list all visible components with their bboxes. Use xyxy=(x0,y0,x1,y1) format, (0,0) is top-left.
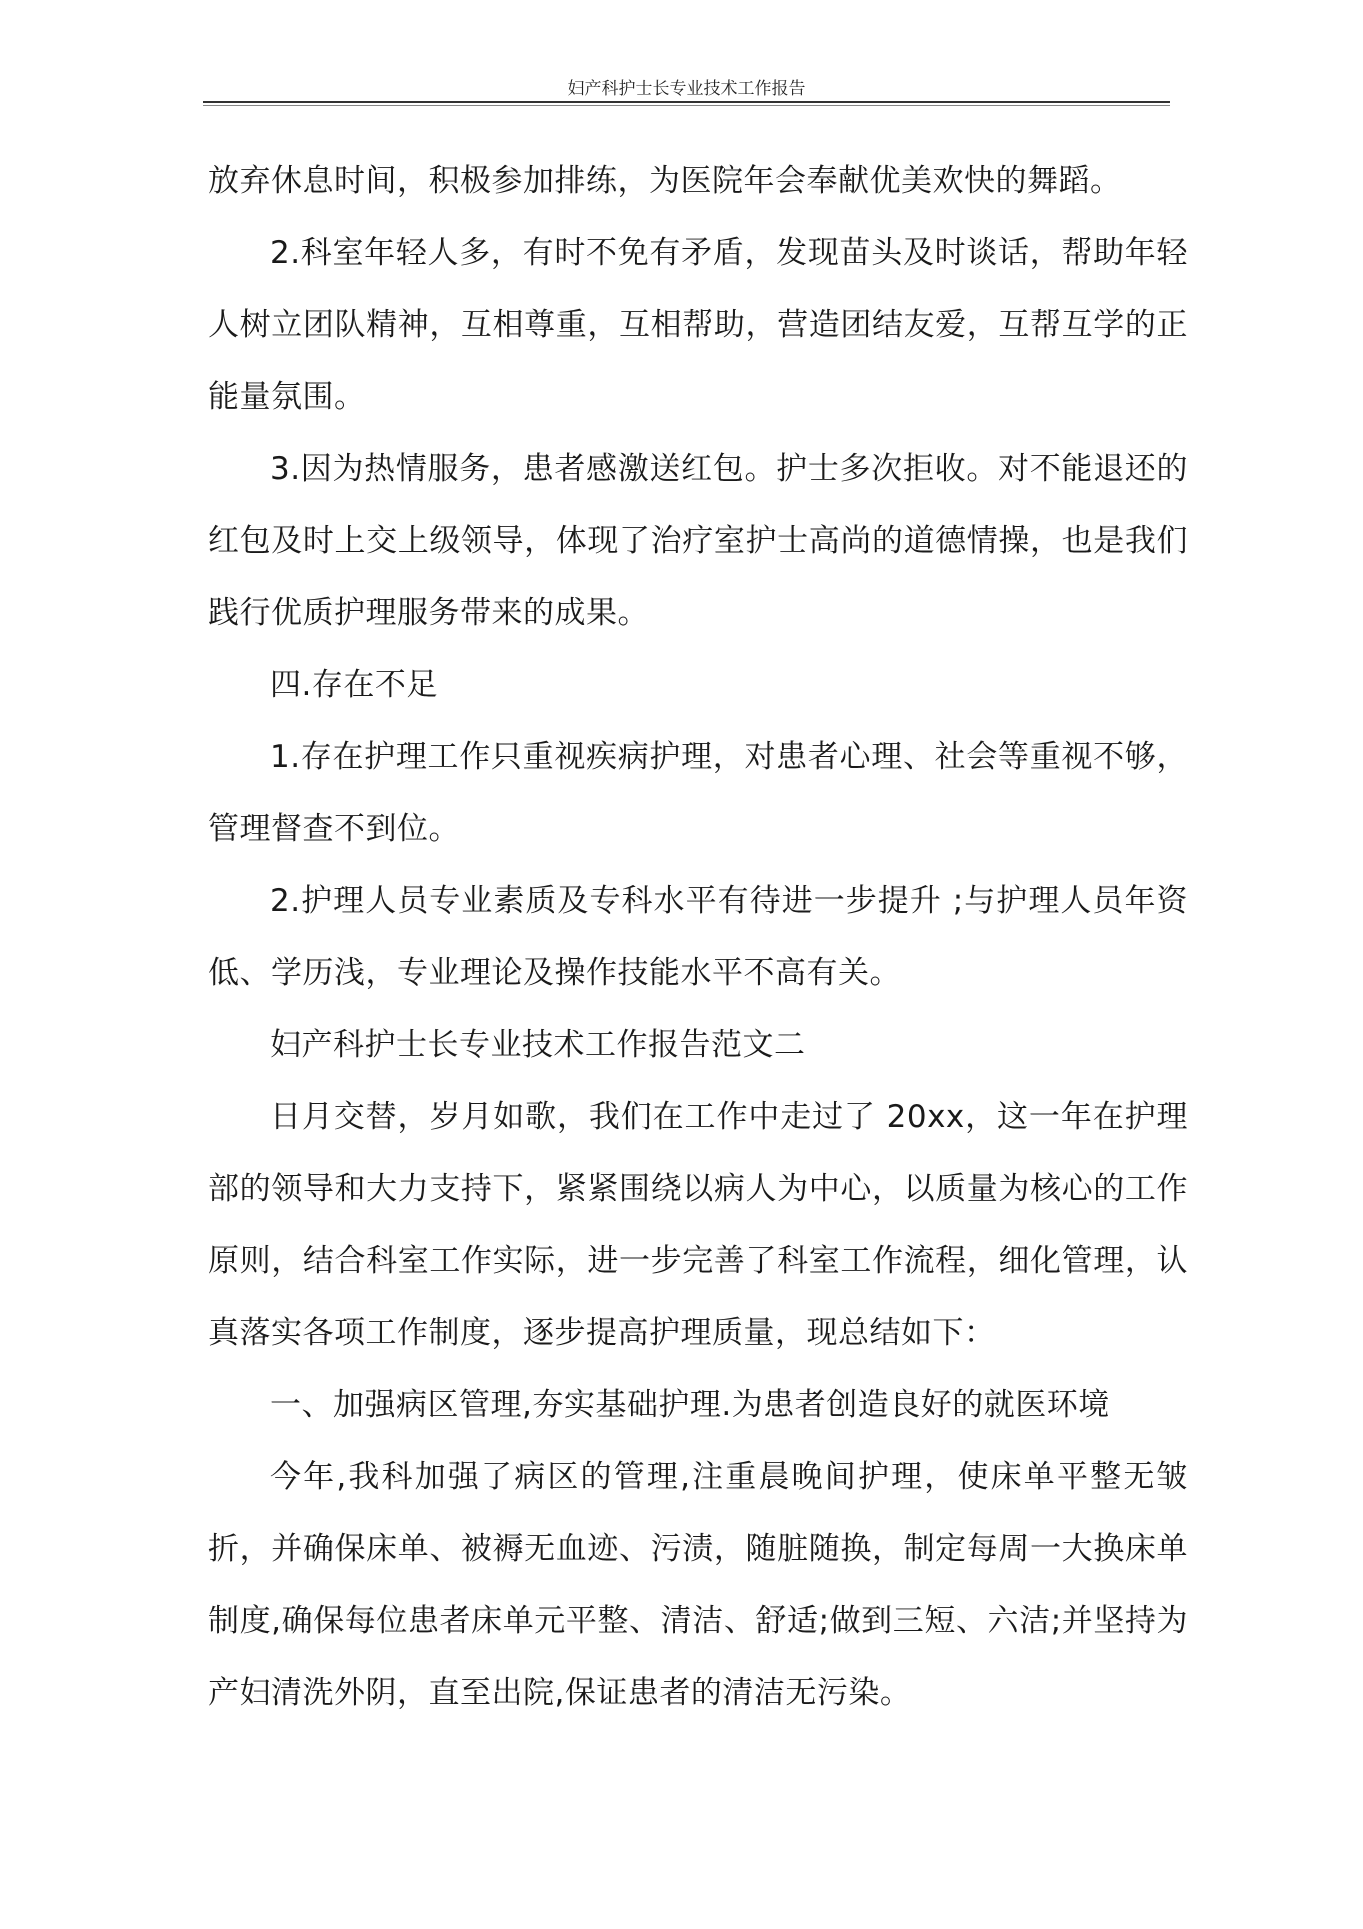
paragraph-10: 今年,我科加强了病区的管理,注重晨晚间护理，使床单平整无皱折，并确保床单、被褥无血迹、污渍，随脏随换，制定每周一大换床单制度,确保每位患者床单元平整、清洁、舒适;做到三短、六洁;并坚持为产妇清洗外阴，直至出院,保证患者的清洁无污染。 xyxy=(208,1459,1188,1711)
paragraph-5: 1.存在护理工作只重视疾病护理，对患者心理、社会等重视不够，管理督查不到位。 xyxy=(208,739,1188,847)
paragraph-3: 3.因为热情服务，患者感激送红包。护士多次拒收。对不能退还的红包及时上交上级领导，体现了治疗室护士高尚的道德情操，也是我们践行优质护理服务带来的成果。 xyxy=(208,451,1188,631)
report-title-two: 妇产科护士长专业技术工作报告范文二 xyxy=(270,1027,806,1063)
header-rule-thin xyxy=(203,105,1170,106)
paragraph-1: 放弃休息时间，积极参加排练，为医院年会奉献优美欢快的舞蹈。 xyxy=(208,163,1122,199)
paragraph-2: 2.科室年轻人多，有时不免有矛盾，发现苗头及时谈话，帮助年轻人树立团队精神，互相尊重，互相帮助，营造团结友爱，互帮互学的正能量氛围。 xyxy=(208,235,1188,415)
header-rule xyxy=(203,101,1170,103)
section-heading-shortcomings: 四.存在不足 xyxy=(270,667,438,703)
section-heading-ward-management: 一、加强病区管理,夯实基础护理.为患者创造良好的就医环境 xyxy=(270,1387,1110,1423)
paragraph-6: 2.护理人员专业素质及专科水平有待进一步提升 ;与护理人员年资低、学历浅，专业理论及操作技能水平不高有关。 xyxy=(208,883,1188,991)
document-body xyxy=(208,145,1188,1729)
paragraph-8: 日月交替，岁月如歌，我们在工作中走过了 20xx，这一年在护理部的领导和大力支持下，紧紧围绕以病人为中心，以质量为核心的工作原则，结合科室工作实际，进一步完善了科室工作流程，细化管理，认真落实各项工作制度，逐步提高护理质量，现总结如下： xyxy=(208,1099,1188,1351)
page-header-title: 妇产科护士长专业技术工作报告 xyxy=(567,79,806,99)
